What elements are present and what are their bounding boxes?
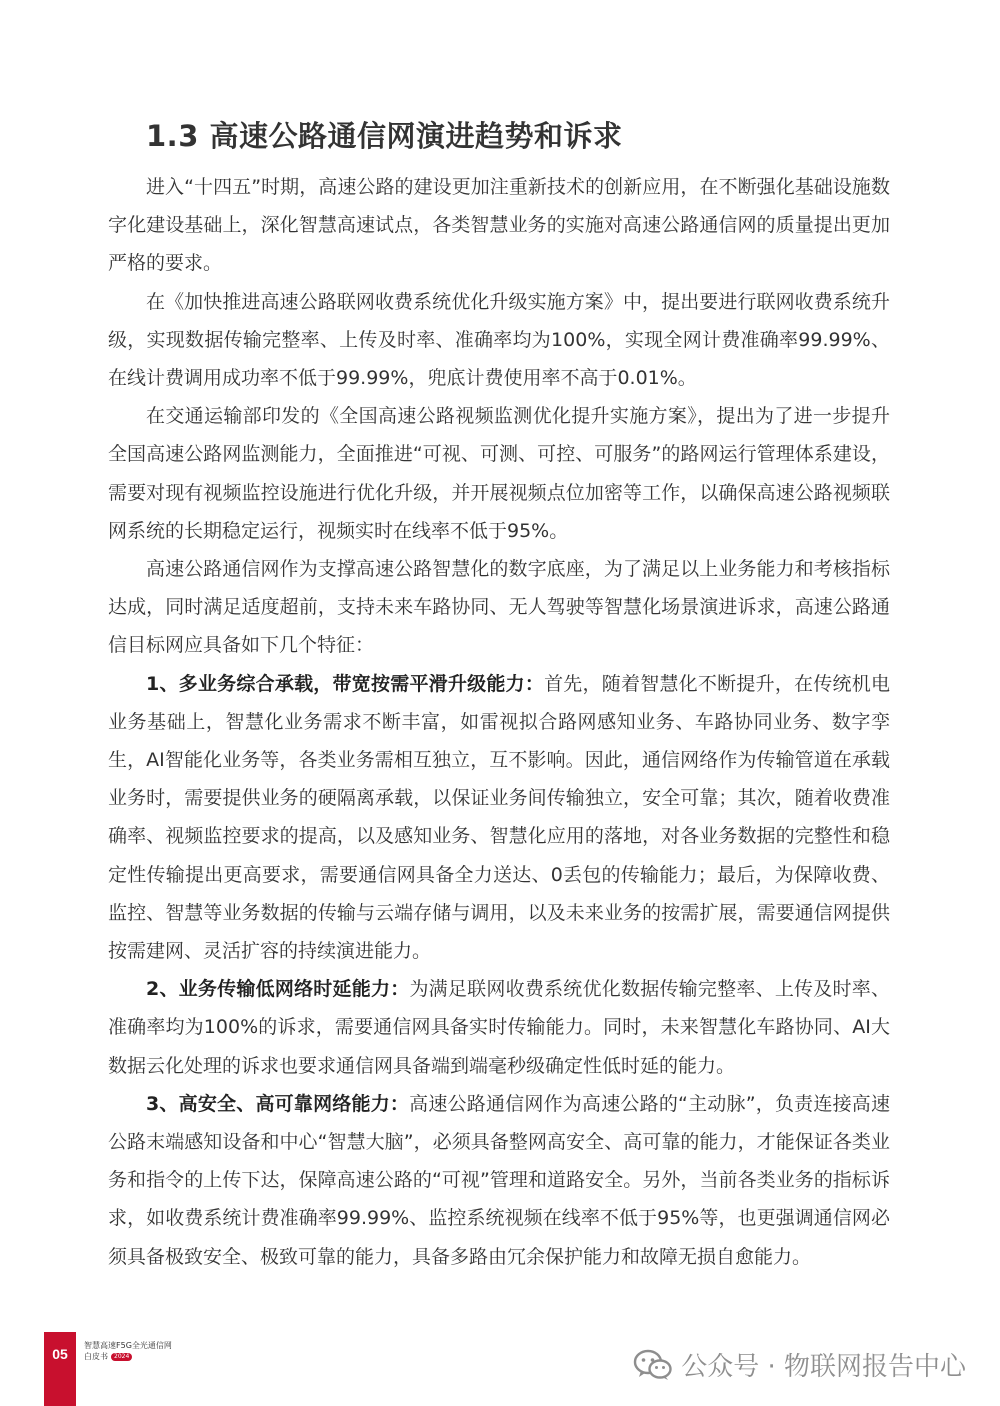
paragraph-2 bbox=[108, 283, 890, 398]
paragraph-lead: 1、多业务综合承载，带宽按需平滑升级能力： bbox=[146, 672, 545, 695]
paragraph-3 bbox=[108, 397, 890, 550]
paragraph-lead: 2、业务传输低网络时延能力： bbox=[146, 978, 410, 1001]
paragraph-text: 高速公路通信网作为高速公路的“主动脉”，负责连接高速公路末端感知设备和中心“智慧大脑”，必须具备整网高安全、高可靠的能力，才能保证各类业务和指令的上传下达，保障高速公路的“可视”管理和道路安全。另外，当前各类业务的指标诉求，如收费系统计费准确率99.99%、监控系统视频在线率不低于95%等，也更强调通信网必须具备极致安全、极致可靠的能力，具备多路由冗余保护能力和故障无损自愈能力。 bbox=[108, 1092, 890, 1268]
body-text bbox=[108, 168, 890, 1276]
watermark-text: 公众号 · 物联网报告中心 bbox=[681, 1352, 966, 1382]
paragraph-6 bbox=[108, 970, 890, 1085]
paragraph-text: 为满足联网收费系统优化数据传输完整率、上传及时率、准确率均为100%的诉求，需要通信网具备实时传输能力。同时，未来智慧化车路协同、AI大数据云化处理的诉求也要求通信网具备端到端毫秒级确定性低时延的能力。 bbox=[108, 978, 890, 1077]
paragraph-7 bbox=[108, 1085, 890, 1276]
paragraph-text: 在交通运输部印发的《全国高速公路视频监测优化提升实施方案》，提出为了进一步提升全国高速公路网监测能力，全面推进“可视、可测、可控、可服务”的路网运行管理体系建设，需要对现有视频监控设施进行优化升级，并开展视频点位加密等工作，以确保高速公路视频联网系统的长期稳定运行，视频实时在线率不低于95%。 bbox=[108, 405, 890, 542]
paragraph-1 bbox=[108, 168, 890, 283]
paragraph-5 bbox=[108, 665, 890, 971]
footer-accent-bar bbox=[44, 1332, 76, 1406]
footer-doc-type: 白皮书 bbox=[84, 1352, 108, 1361]
paragraph-text: 进入“十四五”时期，高速公路的建设更加注重新技术的创新应用，在不断强化基础设施数字化建设基础上，深化智慧高速试点，各类智慧业务的实施对高速公路通信网的质量提出更加严格的要求。 bbox=[108, 176, 890, 275]
section-title: 1.3 高速公路通信网演进趋势和诉求 bbox=[146, 119, 623, 153]
paragraph-lead: 3、高安全、高可靠网络能力： bbox=[146, 1092, 410, 1115]
footer-doc-title: 智慧高速F5G全光通信网 bbox=[84, 1341, 172, 1350]
footer-doc-info bbox=[84, 1340, 172, 1362]
page-number: 05 bbox=[52, 1346, 68, 1362]
footer-year-badge: 2024 bbox=[111, 1353, 132, 1361]
footer-doc-type-line bbox=[84, 1351, 172, 1362]
paragraph-text: 高速公路通信网作为支撑高速公路智慧化的数字底座，为了满足以上业务能力和考核指标达成，同时满足适度超前，支持未来车路协同、无人驾驶等智慧化场景演进诉求，高速公路通信目标网应具备如下几个特征： bbox=[108, 558, 890, 657]
watermark bbox=[633, 1346, 966, 1383]
paragraph-4 bbox=[108, 550, 890, 665]
paragraph-text: 首先，随着智慧化不断提升，在传统机电业务基础上，智慧化业务需求不断丰富，如雷视拟合路网感知业务、车路协同业务、数字孪生，AI智能化业务等，各类业务需相互独立，互不影响。因此，通信网络作为传输管道在承载业务时，需要提供业务的硬隔离承载，以保证业务间传输独立，安全可靠；其次，随着收费准确率、视频监控要求的提高，以及感知业务、智慧化应用的落地，对各业务数据的完整性和稳定性传输提出更高要求，需要通信网具备全力送达、0丢包的传输能力；最后，为保障收费、监控、智慧等业务数据的传输与云端存储与调用，以及未来业务的按需扩展，需要通信网提供按需建网、灵活扩容的持续演进能力。 bbox=[108, 672, 890, 963]
paragraph-text: 在《加快推进高速公路联网收费系统优化升级实施方案》中，提出要进行联网收费系统升级，实现数据传输完整率、上传及时率、准确率均为100%，实现全网计费准确率99.99%、在线计费调用成功率不低于99.99%，兜底计费使用率不高于0.01%。 bbox=[108, 290, 890, 390]
wechat-icon bbox=[633, 1348, 673, 1382]
